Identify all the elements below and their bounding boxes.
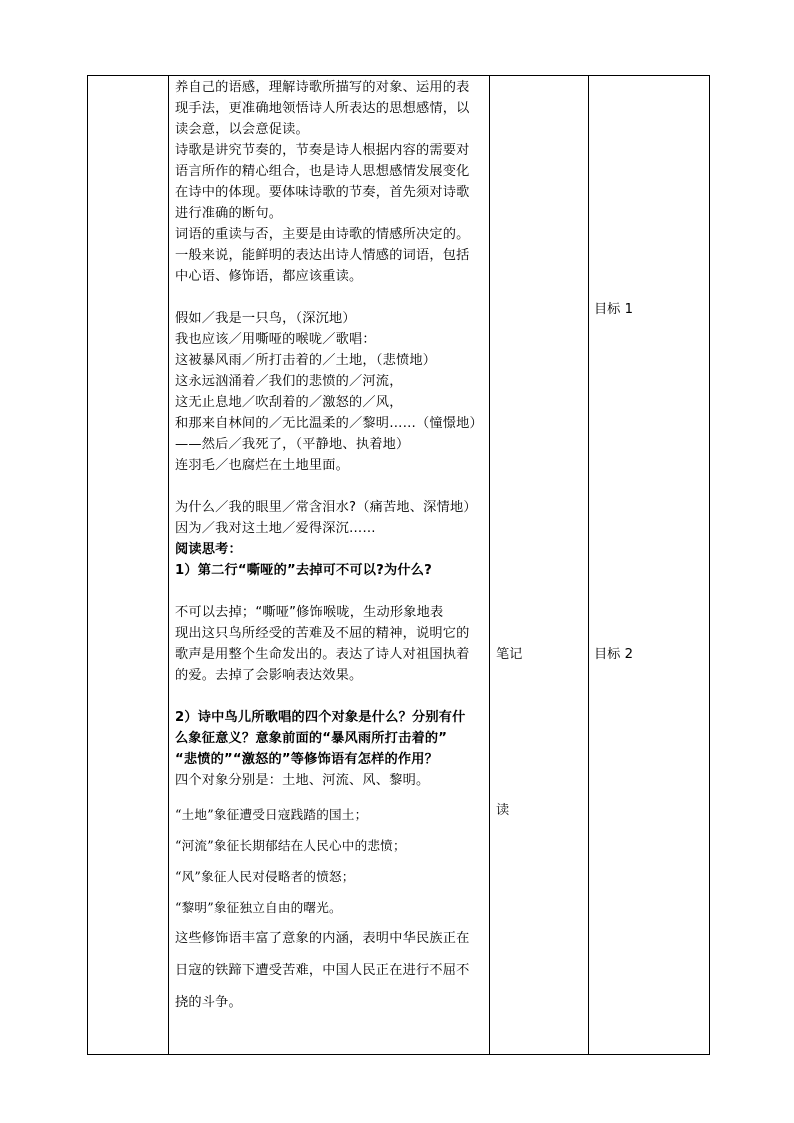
poem-line: 和那来自林间的／无比温柔的／黎明……（憧憬地）	[175, 416, 483, 431]
poem-line: 我也应该／用嘶哑的喉咙／歌唱：	[175, 332, 376, 347]
poem-line: 这无止息地／吹刮着的／激怒的／风，	[175, 395, 403, 410]
read-label: 读	[496, 803, 510, 818]
poem-line: 假如／我是一只鸟，（深沉地）	[175, 311, 356, 326]
note-label: 笔记	[496, 647, 523, 662]
content-body	[169, 76, 489, 1019]
symbol-line: “黎明”象征独立自由的曙光。	[175, 900, 342, 915]
answer-line: 不可以去掉；“嘶哑”修饰喉咙，生动形象地表	[175, 605, 444, 620]
goal-1-label: 目标 1	[594, 302, 633, 317]
poem-line: 连羽毛／也腐烂在土地里面。	[175, 458, 350, 473]
text-line: 现手法，更准确地领悟诗人所表达的思想感情，以	[175, 101, 470, 116]
text-line: 语言所作的精心组合，也是诗人思想感情发展变化	[175, 164, 470, 179]
goal-cell	[589, 76, 710, 1055]
text-line: 一般来说，能鲜明的表达出诗人情感的词语，包括	[175, 248, 470, 263]
goal-2-label: 目标 2	[594, 647, 633, 662]
question-2-line: 么象征意义？意象前面的“暴风雨所打击着的”	[175, 731, 448, 746]
reading-heading: 阅读思考：	[175, 542, 242, 557]
question-1: 1）第二行“嘶哑的”去掉可不可以?为什么?	[175, 563, 433, 578]
text-line: 在诗中的体现。要体味诗歌的节奏，首先须对诗歌	[175, 185, 470, 200]
blank-cell	[88, 76, 169, 1055]
symbol-line: “风”象征人民对侵略者的愤怒；	[175, 869, 355, 884]
conclusion-line: 挠的斗争。	[175, 995, 242, 1010]
question-2-line: “悲愤的”“激怒的”等修饰语有怎样的作用？	[175, 752, 439, 767]
table-row	[88, 76, 710, 1055]
poem-line: 这被暴风雨／所打击着的／土地，（悲愤地）	[175, 353, 437, 368]
symbol-line: “土地”象征遭受日寇践踏的国土；	[175, 807, 368, 822]
text-line: 诗歌是讲究节奏的，节奏是诗人根据内容的需要对	[175, 143, 470, 158]
lesson-table	[87, 75, 710, 1055]
answer-line: 现出这只鸟所经受的苦难及不屈的精神，说明它的	[175, 626, 470, 641]
text-line: 读会意，以会意促读。	[175, 122, 309, 137]
poem-line: ——然后／我死了，（平静地、执着地）	[175, 437, 410, 452]
answer-line: 歌声是用整个生命发出的。表达了诗人对祖国执着	[175, 647, 470, 662]
poem-line: 这永远汹涌着／我们的悲愤的／河流，	[175, 374, 403, 389]
conclusion-line: 日寇的铁蹄下遭受苦难，中国人民正在进行不屈不	[175, 963, 470, 978]
content-cell	[169, 76, 490, 1055]
poem-line: 因为／我对这土地／爱得深沉……	[175, 521, 376, 536]
conclusion-line: 这些修饰语丰富了意象的内涵，表明中华民族正在	[175, 931, 470, 946]
note-cell	[490, 76, 589, 1055]
symbol-line: “河流”象征长期郁结在人民心中的悲愤；	[175, 838, 406, 853]
text-line: 进行准确的断句。	[175, 206, 283, 221]
answer-line: 四个对象分别是：土地、河流、风、黎明。	[175, 773, 430, 788]
answer-line: 的爱。去掉了会影响表达效果。	[175, 668, 363, 683]
text-line: 词语的重读与否，主要是由诗歌的情感所决定的。	[175, 227, 470, 242]
poem-line: 为什么／我的眼里／常含泪水?（痛苦地、深情地）	[175, 500, 477, 515]
text-line: 养自己的语感，理解诗歌所描写的对象、运用的表	[175, 80, 470, 95]
text-line: 中心语、修饰语，都应该重读。	[175, 269, 363, 284]
question-2-line: 2）诗中鸟儿所歌唱的四个对象是什么？分别有什	[175, 710, 466, 725]
